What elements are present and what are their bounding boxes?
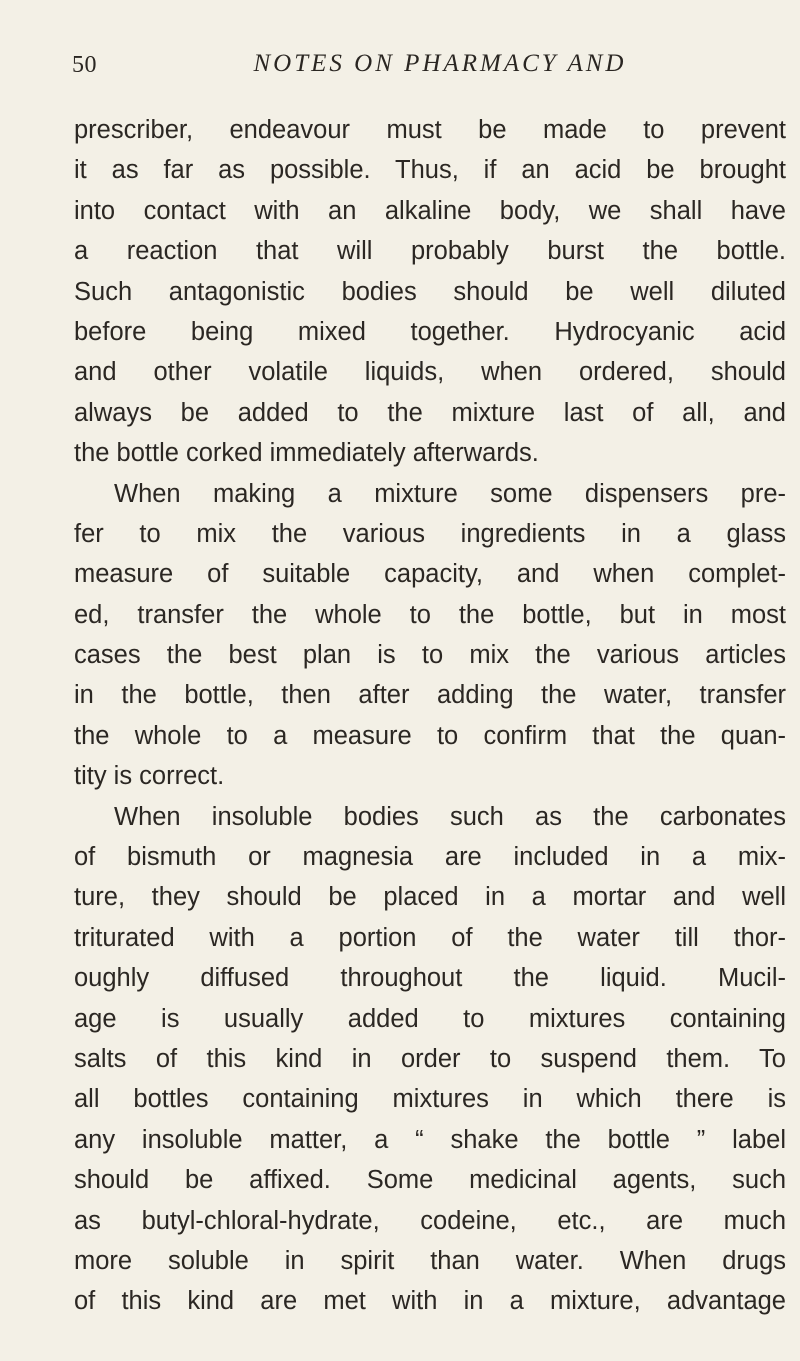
text-line: When insoluble bodies such as the carbonates	[114, 802, 786, 831]
page-number: 50	[72, 52, 97, 78]
page-header	[0, 48, 800, 92]
text-line: and other volatile liquids, when ordered, should	[74, 358, 786, 387]
text-line: triturated with a portion of the water till thor-	[74, 923, 786, 952]
text-line: a reaction that will probably burst the bottle.	[74, 237, 786, 266]
text-line: Such antagonistic bodies should be well diluted	[74, 277, 786, 306]
text-line: as butyl-chloral-hydrate, codeine, etc., are much	[74, 1206, 786, 1235]
body-text	[74, 110, 786, 1322]
text-line: fer to mix the various ingredients in a glass	[74, 519, 786, 548]
text-line: of this kind are met with in a mixture, advantage	[74, 1287, 786, 1316]
running-head: NOTES ON PHARMACY AND	[253, 50, 627, 77]
text-line: before being mixed together. Hydrocyanic acid	[74, 317, 786, 346]
text-line: prescriber, endeavour must be made to prevent	[74, 116, 786, 144]
text-line: in the bottle, then after adding the water, transfer	[74, 681, 786, 710]
text-line: all bottles containing mixtures in which there is	[74, 1085, 786, 1114]
text-line: measure of suitable capacity, and when complet-	[74, 560, 786, 589]
text-line: any insoluble matter, a “ shake the bottle ” label	[74, 1125, 786, 1154]
text-line: the whole to a measure to confirm that the quan-	[74, 721, 786, 750]
text-line: into contact with an alkaline body, we shall have	[74, 196, 786, 225]
text-line: more soluble in spirit than water. When drugs	[74, 1246, 786, 1275]
text-line: age is usually added to mixtures containing	[74, 1004, 786, 1033]
text-line: always be added to the mixture last of all, and	[74, 398, 786, 427]
text-line: oughly diffused throughout the liquid. Mucil-	[74, 964, 786, 993]
text-line: tity is correct.	[74, 762, 225, 791]
text-line: When making a mixture some dispensers pre-	[114, 479, 786, 508]
text-line: ed, transfer the whole to the bottle, but in most	[74, 600, 786, 629]
text-line: the bottle corked immediately afterwards.	[74, 439, 539, 468]
text-line: should be affixed. Some medicinal agents, such	[74, 1166, 786, 1195]
text-line: cases the best plan is to mix the various articles	[74, 641, 786, 670]
text-line: it as far as possible. Thus, if an acid be brought	[74, 156, 786, 185]
text-line: salts of this kind in order to suspend them. To	[74, 1044, 786, 1073]
text-line: ture, they should be placed in a mortar and well	[74, 883, 786, 912]
text-line: of bismuth or magnesia are included in a mix-	[74, 843, 786, 872]
